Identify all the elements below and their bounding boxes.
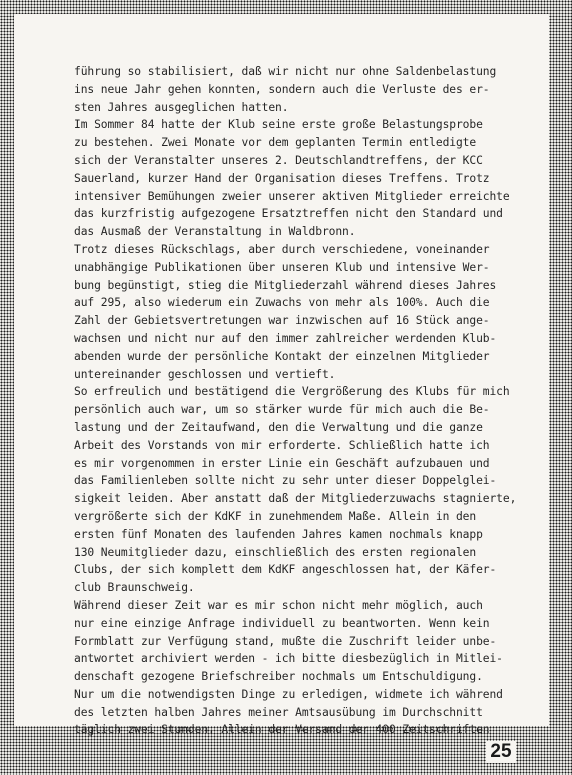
document-page (14, 14, 549, 737)
body-text (74, 63, 541, 739)
text-line: das Ausmaß der Veranstaltung in Waldbronn. (74, 225, 356, 239)
text-line: des letzten halben Jahres meiner Amtsausübung im Durchschnitt (74, 705, 483, 719)
text-line: abenden wurde der persönliche Kontakt der einzelnen Mitglieder (74, 349, 490, 363)
text-line: täglich zwei Stunden. Allein der Versand der 400 Zeitschriften (74, 723, 490, 737)
text-line: club Braunschweig. (74, 581, 195, 595)
text-line: auf 295, also wiederum ein Zuwachs von mehr als 100%. Auch die (74, 296, 490, 310)
text-line: Clubs, der sich komplett dem KdKF angeschlossen hat, der Käfer- (74, 563, 497, 577)
text-line: antwortet archiviert werden - ich bitte diesbezüglich in Mitlei- (74, 652, 503, 666)
text-line: sten Jahres ausgeglichen hatten. (74, 100, 289, 114)
text-line: bung begünstigt, stieg die Mitgliederzahl während dieses Jahres (74, 278, 497, 292)
page-number: 25 (486, 741, 516, 763)
text-line: sigkeit leiden. Aber anstatt daß der Mitgliederzuwachs stagnierte, (74, 492, 517, 506)
text-line: Formblatt zur Verfügung stand, mußte die Zuschrift leider unbe- (74, 634, 497, 648)
text-line: intensiver Bemühungen zweier unserer aktiven Mitglieder erreichte (74, 189, 510, 203)
text-line: unabhängige Publikationen über unseren Klub und intensive Wer- (74, 260, 490, 274)
text-line: vergrößerte sich der KdKF in zunehmendem Maße. Allein in den (74, 509, 477, 523)
text-line: ersten fünf Monaten des laufenden Jahres kamen nochmals knapp (74, 527, 483, 541)
text-line: zu bestehen. Zwei Monate vor dem geplanten Termin entledigte (74, 136, 477, 150)
text-line: 130 Neumitglieder dazu, einschließlich des ersten regionalen (74, 545, 477, 559)
text-line: es mir vorgenommen in erster Linie ein Geschäft aufzubauen und (74, 456, 490, 470)
text-line: So erfreulich und bestätigend die Vergrößerung des Klubs für mich (74, 385, 510, 399)
text-line: persönlich auch war, um so stärker wurde für mich auch die Be- (74, 403, 490, 417)
text-line: ins neue Jahr gehen konnten, sondern auch die Verluste des er- (74, 82, 490, 96)
text-line: Während dieser Zeit war es mir schon nicht mehr möglich, auch (74, 598, 483, 612)
text-line: denschaft gezogene Briefschreiber nochmals um Entschuldigung. (74, 670, 483, 684)
text-line: Nur um die notwendigsten Dinge zu erledigen, widmete ich während (74, 687, 503, 701)
text-line: das Familienleben sollte nicht zu sehr unter dieser Doppelglei- (74, 474, 497, 488)
text-line: lastung und der Zeitaufwand, den die Verwaltung und die ganze (74, 420, 483, 434)
text-line: sich der Veranstalter unseres 2. Deutschlandtreffens, der KCC (74, 153, 483, 167)
text-line: führung so stabilisiert, daß wir nicht nur ohne Saldenbelastung (74, 65, 497, 78)
text-line: wachsen und nicht nur auf den immer zahlreicher werdenden Klub- (74, 331, 497, 345)
text-line: Sauerland, kurzer Hand der Organisation dieses Treffens. Trotz (74, 171, 490, 185)
text-line: Zahl der Gebietsvertretungen war inzwischen auf 16 Stück ange- (74, 314, 490, 328)
text-line: nur eine einzige Anfrage individuell zu beantworten. Wenn kein (74, 616, 490, 630)
text-line: Trotz dieses Rückschlags, aber durch verschiedene, voneinander (74, 242, 490, 256)
text-line: das kurzfristig aufgezogene Ersatztreffen nicht den Standard und (74, 207, 503, 221)
text-line: untereinander geschlossen und vertieft. (74, 367, 336, 381)
text-line: Im Sommer 84 hatte der Klub seine erste große Belastungsprobe (74, 118, 483, 132)
text-line: Arbeit des Vorstands von mir erforderte. Schließlich hatte ich (74, 438, 490, 452)
